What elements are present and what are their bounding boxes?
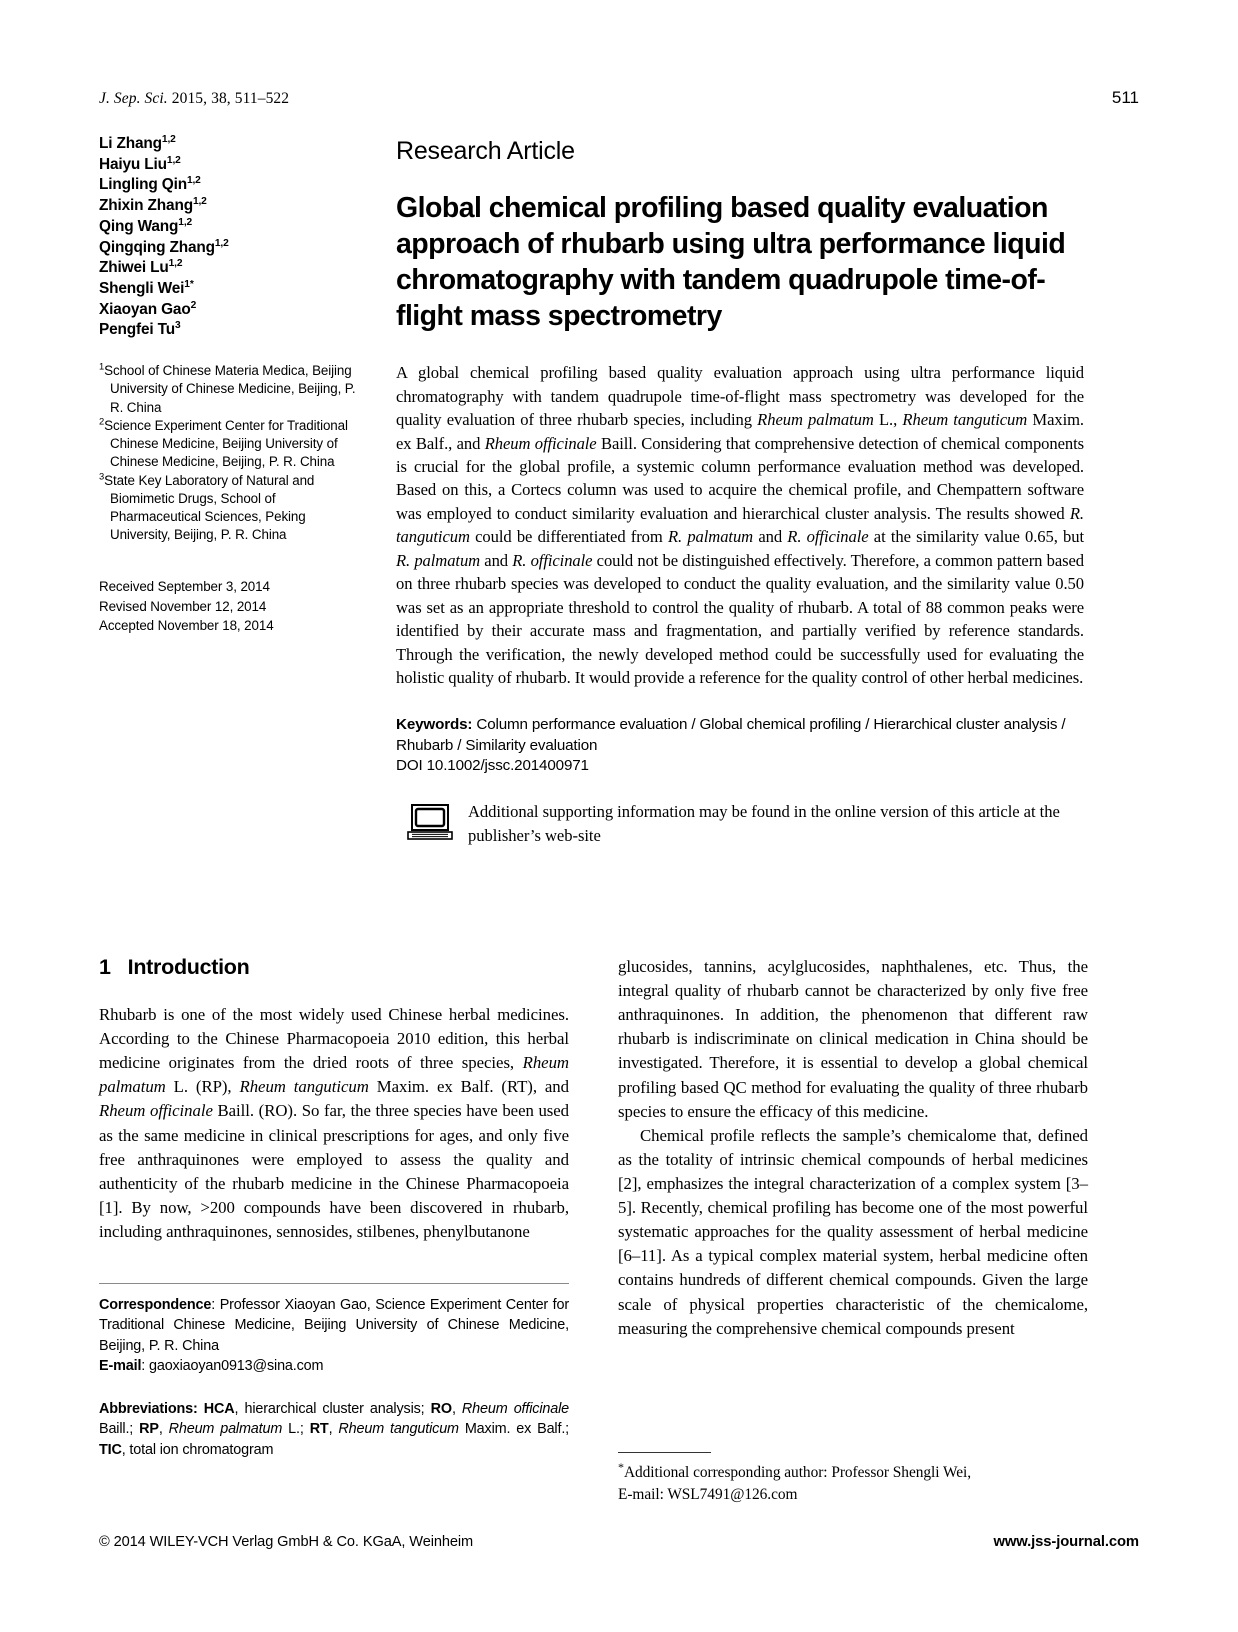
author-affiliation-marker: 1,2	[161, 133, 176, 145]
footnote-block-left	[99, 1283, 569, 1460]
additional-corresponding-author-note: *Additional corresponding author: Professor Shengli Wei, E-mail: WSL7491@126.com	[618, 1459, 972, 1503]
footnote-block-right	[618, 1452, 1088, 1505]
author-name: Lingling Qin$^{1,2}$	[99, 175, 201, 194]
author-affiliation-marker: 1,2	[178, 216, 193, 228]
correspondence-note: Correspondence: Professor Xiaoyan Gao, Science Experiment Center for Traditional Chinese Medicine, Beijing University of Chinese Medicine, Beijing, P. R. China E-mail: gaoxiaoyan0913@sina.com	[99, 1297, 569, 1375]
journal-website-link[interactable]: www.jss-journal.com	[993, 1534, 1139, 1550]
affiliation-item: $^2$Science Experiment Center for Traditional Chinese Medicine, Beijing University of Chinese Medicine, Beijing, P. R. China	[99, 415, 348, 470]
author-affiliation-marker: 1,2	[192, 196, 207, 208]
date-line: Received September 3, 2014	[99, 579, 270, 595]
body-column-right	[618, 955, 1088, 1341]
article-type-label: Research Article	[396, 137, 575, 165]
author-name: Pengfei Tu$^3$	[99, 320, 181, 339]
footnote-divider-short	[618, 1452, 711, 1453]
submission-dates	[99, 577, 367, 635]
author-affiliation-marker: 2	[190, 299, 197, 311]
journal-volume-pages: 2015, 38, 511–522	[167, 90, 290, 107]
author-name: Zhixin Zhang$^{1,2}$	[99, 196, 207, 215]
abstract-text: A global chemical profiling based quality evaluation approach using ultra performance liquid chromatography with tandem quadrupole time-of-flight mass spectrometry was developed for the quality evaluation of three rhubarb species, including Rheum palmatum L., Rheum tanguticum Maxim. ex Balf., and Rheum officinale Baill. Considering that comprehensive detection of chemical components is crucial for the global profile, a systemic column performance evaluation method was developed. Based on this, a Cortecs column was used to acquire the chemical profile, and Chempattern software was employed to conduct similarity evaluation and hierarchical cluster analysis. The results showed R. tanguticum could be differentiated from R. palmatum and R. officinale at the similarity value 0.65, but R. palmatum and R. officinale could not be distinguished effectively. Therefore, a common pattern based on three rhubarb species was developed to conduct the quality evaluation, and the similarity value 0.50 was set as an appropriate threshold to control the quality of rhubarb. A total of 88 common peaks were identified by their accurate mass and fragmentation, and partially verified by reference standards. Through the verification, the newly developed method could be successfully used for evaluating the holistic quality of rhubarb. It would provide a reference for the quality control of other herbal medicines.	[396, 363, 1085, 687]
copyright-text: © 2014 WILEY-VCH Verlag GmbH & Co. KGaA, Weinheim	[99, 1534, 474, 1550]
abbreviations-note: Abbreviations: HCA, hierarchical cluster analysis; RO, Rheum officinale Baill.; RP, Rheum palmatum L.; RT, Rheum tanguticum Maxim. ex Balf.; TIC, total ion chromatogram	[99, 1400, 570, 1458]
author-name: Xiaoyan Gao$^2$	[99, 299, 197, 318]
author-name: Haiyu Liu$^{1,2}$	[99, 154, 181, 173]
author-affiliation-marker: 1,2	[214, 237, 229, 249]
author-name: Qing Wang$^{1,2}$	[99, 216, 193, 235]
page-title: Global chemical profiling based quality evaluation approach of rhubarb using ultra performance liquid chromatography with tandem quadrupole time-of-flight mass spectrometry	[396, 191, 1066, 333]
article-header-column	[396, 138, 1084, 848]
running-head	[99, 88, 1139, 108]
body-column-left	[99, 955, 569, 1244]
page-number: 511	[1111, 88, 1139, 107]
journal-name: J. Sep. Sci.	[99, 90, 168, 107]
date-line: Accepted November 18, 2014	[99, 618, 274, 634]
laptop-icon	[406, 803, 454, 848]
affiliation-marker: 1	[99, 360, 105, 372]
paragraph-intro-1: Rhubarb is one of the most widely used Chinese herbal medicines. According to the Chinese Pharmacopoeia 2010 edition, this herbal medicine originates from the dried roots of three species, Rheum palmatum L. (RP), Rheum tanguticum Maxim. ex Balf. (RT), and Rheum officinale Baill. (RO). So far, the three species have been used as the same medicine in clinical prescriptions for ages, and only five free anthraquinones were employed to assess the quality and authenticity of the rhubarb medicine in the Chinese Pharmacopoeia [1]. By now, >200 compounds have been discovered in rhubarb, including anthraquinones, sennosides, stilbenes, phenylbutanone	[99, 1005, 570, 1241]
footnote-divider	[99, 1283, 569, 1284]
paragraph-intro-2: glucosides, tannins, acylglucosides, naphthalenes, etc. Thus, the integral quality of rhubarb cannot be characterized by only five free anthraquinones. In addition, the phenomenon that different raw rhubarb is indiscriminate on clinical medication in China should be investigated. Therefore, it is essential to develop a global chemical profiling based QC method for evaluating the quality of three rhubarb species to ensure the efficacy of this medicine.	[618, 957, 1088, 1121]
journal-citation	[99, 90, 289, 108]
section-number: 1	[99, 955, 111, 979]
date-line: Revised November 12, 2014	[99, 598, 267, 614]
affiliation-marker: 2	[99, 415, 105, 427]
article-metadata-column	[99, 134, 367, 636]
author-name: Zhiwei Lu$^{1,2}$	[99, 258, 183, 277]
keywords-block	[396, 715, 1084, 757]
affiliation-item: $^1$School of Chinese Materia Medica, Beijing University of Chinese Medicine, Beijing, P. R. China	[99, 360, 356, 415]
supporting-information-text: Additional supporting information may be found in the online version of this article at the publisher’s web-site	[468, 802, 1060, 845]
affiliation-list	[99, 362, 367, 544]
affiliation-marker: 3	[99, 470, 105, 482]
author-affiliation-marker: 1*	[184, 278, 194, 290]
doi-text: DOI 10.1002/jssc.201400971	[396, 757, 589, 775]
author-affiliation-marker: 1,2	[166, 154, 181, 166]
author-name: Shengli Wei$^{1*}$	[99, 278, 194, 298]
section-title: Introduction	[127, 955, 250, 979]
author-name: Qingqing Zhang$^{1,2}$	[99, 237, 229, 256]
author-affiliation-marker: 1,2	[168, 258, 183, 270]
author-list	[99, 134, 367, 341]
paragraph-intro-3: Chemical profile reflects the sample’s chemicalome that, defined as the totality of intrinsic chemical compounds of herbal medicines [2], emphasizes the integral characterization of a complex system [3–5]. Recently, chemical profiling has become one of the most powerful systematic approaches for the quality assessment of herbal medicine [6–11]. As a typical complex material system, herbal medicine often contains hundreds of different chemical compounds. Given the large scale of physical properties characteristic of the chemicalome, measuring the comprehensive chemical compounds present	[618, 1125, 1088, 1338]
affiliation-item: $^3$State Key Laboratory of Natural and Biomimetic Drugs, School of Pharmaceutical Sciences, Peking University, Beijing, P. R. China	[99, 470, 315, 543]
page-footer	[99, 1534, 1139, 1550]
author-affiliation-marker: 3	[175, 320, 181, 332]
footnote-spacer	[99, 1377, 569, 1399]
section-heading-introduction	[99, 955, 569, 980]
keywords-label: Keywords:	[396, 716, 473, 734]
author-name: Li Zhang$^{1,2}$	[99, 133, 176, 152]
keywords-value: Column performance evaluation / Global chemical profiling / Hierarchical cluster analysis / Rhubarb / Similarity evaluation	[396, 716, 1066, 755]
supporting-information-note	[396, 800, 1084, 848]
author-affiliation-marker: 1,2	[186, 175, 201, 187]
